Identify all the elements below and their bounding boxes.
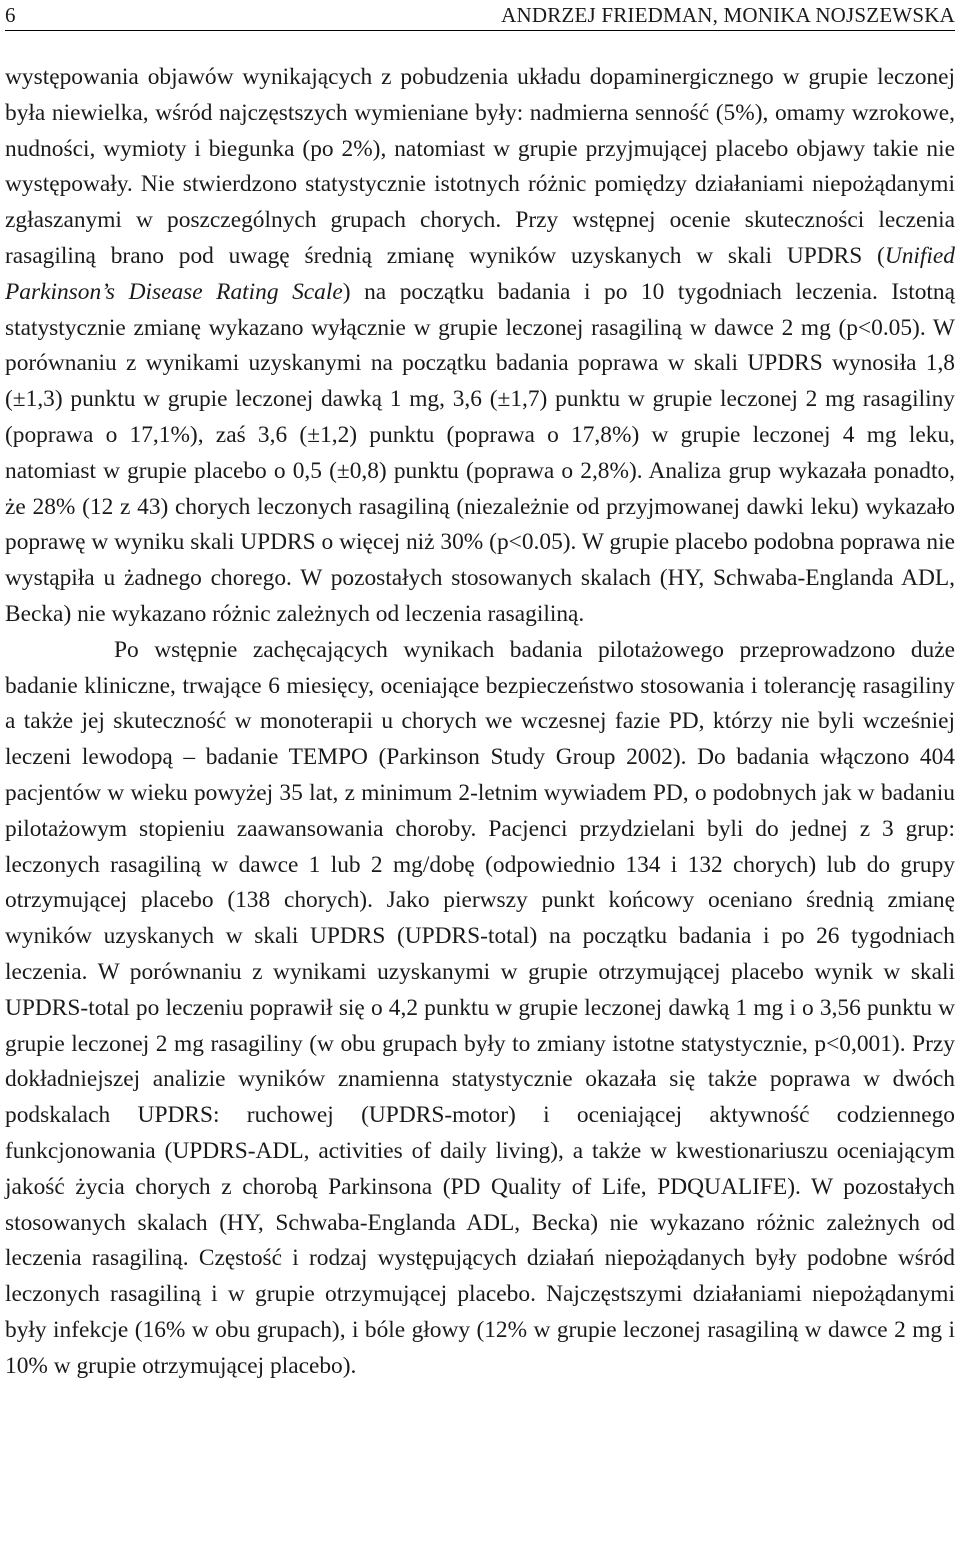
paragraph-1-text-a: występowania objawów wynikających z pobudzenia układu dopaminergicznego w grupie leczonej była niewielka, wśród najczęstszych wymieniane były: nadmierna senność (5%), omamy wzrokowe, nudności, wymioty i biegunka (po 2%), natomiast w grupie przyjmującej placebo objawy takie nie występowały. Nie stwierdzono statystycznie istotnych różnic pomiędzy działaniami niepożądanymi zgłaszanymi w poszczególnych grupach chorych. Przy wstępnej ocenie skuteczności leczenia rasagiliną brano pod uwagę średnią zmianę wyników uzyskanych w skali UPDRS ( xyxy=(5,64,955,269)
page-number: 6 xyxy=(5,3,16,27)
article-body xyxy=(5,60,955,1384)
updrs-full-name: Unified Parkinson’s Disease Rating Scale xyxy=(5,242,955,305)
running-header xyxy=(5,0,955,31)
page xyxy=(5,0,955,1384)
header-authors: ANDRZEJ FRIEDMAN, MONIKA NOJSZEWSKA xyxy=(501,3,955,27)
paragraph-1-text-b: ) na początku badania i po 10 tygodniach leczenia. Istotną statystycznie zmianę wykazano wyłącznie w grupie leczonej rasagiliną w dawce 2 mg (p<0.05). W porównaniu z wynikami uzyskanymi na początku badania poprawa w skali UPDRS wynosiła 1,8 (±1,3) punktu w grupie leczonej dawką 1 mg, 3,6 (±1,7) punktu w grupie leczonej 2 mg rasagiliny (poprawa o 17,1%), zaś 3,6 (±1,2) punktu (poprawa o 17,8%) w grupie leczonej 4 mg leku, natomiast w grupie placebo o 0,5 (±0,8) punktu (poprawa o 2,8%). Analiza grup wykazała ponadto, że 28% (12 z 43) chorych leczonych rasagiliną (niezależnie od przyjmowanej dawki leku) wykazało poprawę w wyniku skali UPDRS o więcej niż 30% (p<0.05). W grupie placebo podobna poprawa nie wystąpiła u żadnego chorego. W pozostałych stosowanych skalach (HY, Schwaba-Englanda ADL, Becka) nie wykazano różnic zależnych od leczenia rasagiliną. xyxy=(5,278,955,627)
paragraph-1 xyxy=(5,60,955,633)
paragraph-2: Po wstępnie zachęcających wynikach badania pilotażowego przeprowadzono duże badanie kliniczne, trwające 6 miesięcy, oceniające bezpieczeństwo stosowania i tolerancję rasagiliny a także jej skuteczność w monoterapii u chorych we wczesnej fazie PD, którzy nie byli wcześniej leczeni lewodopą – badanie TEMPO (Parkinson Study Group 2002). Do badania włączono 404 pacjentów w wieku powyżej 35 lat, z minimum 2-letnim wywiadem PD, o podobnych jak w badaniu pilotażowym stopieniu zaawansowania choroby. Pacjenci przydzielani byli do jednej z 3 grup: leczonych rasagiliną w dawce 1 lub 2 mg/dobę (odpowiednio 134 i 132 chorych) lub do grupy otrzymującej placebo (138 chorych). Jako pierwszy punkt końcowy oceniano średnią zmianę wyników uzyskanych w skali UPDRS (UPDRS-total) na początku badania i po 26 tygodniach leczenia. W porównaniu z wynikami uzyskanymi w grupie otrzymującej placebo wynik w skali UPDRS-total po leczeniu poprawił się o 4,2 punktu w grupie leczonej dawką 1 mg i o 3,56 punktu w grupie leczonej 2 mg rasagiliny (w obu grupach były to zmiany istotne statystycznie, p<0,001). Przy dokładniejszej analizie wyników znamienna statystycznie okazała się także poprawa w dwóch podskalach UPDRS: ruchowej (UPDRS-motor) i oceniającej aktywność codziennego funkcjonowania (UPDRS-ADL, activities of daily living), a także w kwestionariuszu oceniającym jakość życia chorych z chorobą Parkinsona (PD Quality of Life, PDQUALIFE). W pozostałych stosowanych skalach (HY, Schwaba-Englanda ADL, Becka) nie wykazano różnic zależnych od leczenia rasagiliną. Częstość i rodzaj występujących działań niepożądanych były podobne wśród leczonych rasagiliną i w grupie otrzymującej placebo. Najczęstszymi działaniami niepożądanymi były infekcje (16% w obu grupach), i bóle głowy (12% w grupie leczonej rasagiliną w dawce 2 mg i 10% w grupie otrzymującej placebo). xyxy=(5,636,955,1379)
